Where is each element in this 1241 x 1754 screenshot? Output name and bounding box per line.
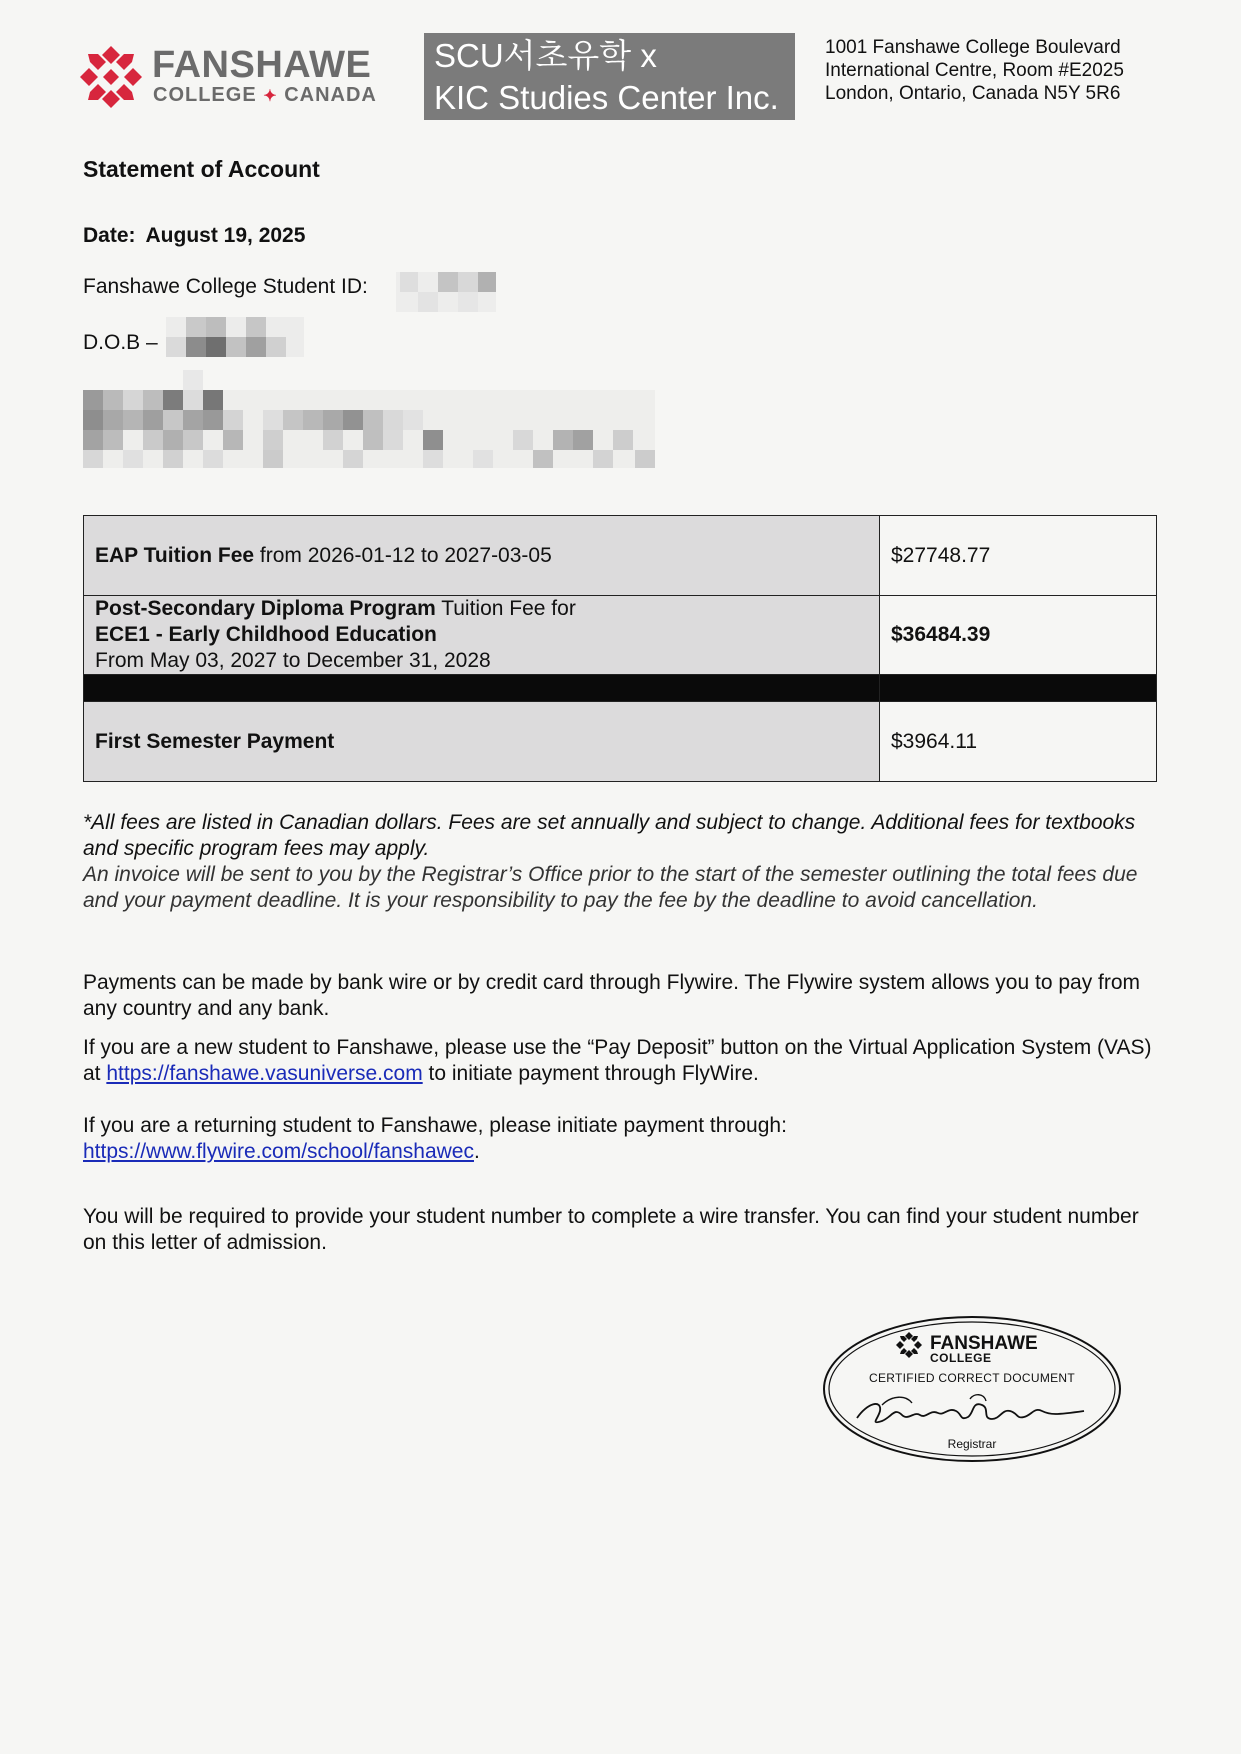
fee-name: Post-Secondary Diploma Program	[95, 597, 436, 620]
vas-link[interactable]: https://fanshawe.vasuniverse.com	[106, 1062, 423, 1085]
document-date	[83, 224, 305, 248]
fee-description-diploma	[84, 596, 880, 675]
fee-amount-eap: $27748.77	[880, 516, 1157, 596]
new-student-text-after: to initiate payment through FlyWire.	[422, 1062, 759, 1085]
certified-stamp	[822, 1315, 1122, 1463]
redacted-name-address	[83, 370, 655, 468]
separator-cell-left	[84, 675, 880, 702]
address-line-1: 1001 Fanshawe College Boulevard	[825, 37, 1121, 58]
flywire-link[interactable]: https://www.flywire.com/school/fanshawec	[83, 1140, 474, 1163]
logo-subtitle	[153, 84, 377, 107]
address-line-2: International Centre, Room #E2025	[825, 60, 1124, 81]
fee-amount-diploma	[880, 596, 1157, 675]
student-id-line	[83, 275, 368, 299]
program-name: ECE1 - Early Childhood Education	[95, 623, 437, 646]
logo-subtitle-canada: CANADA	[284, 84, 377, 106]
date-label: Date:	[83, 224, 136, 247]
fee-description-eap	[84, 516, 880, 596]
signature-scribble	[857, 1404, 1084, 1422]
invoice-notice: An invoice will be sent to you by the Registrar’s Office prior to the start of the semester outlining the total fees due and your payment deadline. It is your responsibility to pay the fee by the deadline to avoid cancellation.	[83, 863, 1138, 912]
logo-wordmark: FANSHAWE	[152, 44, 372, 86]
table-row	[84, 516, 1157, 596]
wire-transfer-paragraph: You will be required to provide your student number to complete a wire transfer. You can find your student number on this letter of admission.	[83, 1205, 1139, 1254]
redacted-dob	[166, 317, 304, 357]
separator-cell-right	[880, 675, 1157, 702]
fee-name: First Semester Payment	[95, 729, 335, 753]
address-line-3: London, Ontario, Canada N5Y 5R6	[825, 83, 1121, 104]
document-title: Statement of Account	[83, 156, 320, 182]
payment-methods-paragraph: Payments can be made by bank wire or by credit card through Flywire. The Flywire system allows you to pay from any country and any bank.	[83, 971, 1141, 1020]
fanshawe-logo	[76, 40, 376, 112]
fee-amount-first-semester: $3964.11	[880, 702, 1157, 782]
program-dates: From May 03, 2027 to December 31, 2028	[95, 649, 491, 672]
stamp-certification: CERTIFIED CORRECT DOCUMENT	[868, 1371, 1076, 1385]
table-separator	[84, 675, 1157, 702]
fee-description-first-semester	[84, 702, 880, 782]
student-id-label: Fanshawe College Student ID:	[83, 275, 368, 298]
dob-label: D.O.B –	[83, 331, 158, 354]
fee-table	[83, 515, 1157, 782]
returning-student-period: .	[473, 1140, 480, 1163]
fee-detail: from 2026-01-12 to 2027-03-05	[254, 543, 552, 567]
stamp-brand-sub: COLLEGE	[930, 1351, 992, 1365]
partner-banner	[424, 33, 795, 120]
new-student-paragraph	[83, 1035, 1163, 1087]
maple-leaf-icon: ✦	[263, 88, 278, 105]
college-address	[825, 36, 1124, 105]
fees-disclaimer: *All fees are listed in Canadian dollars. Fees are set annually and subject to change. Additional fees for textbooks and specific program fees may apply.	[83, 811, 1136, 860]
fee-detail: Tuition Fee for	[435, 597, 576, 620]
returning-student-text: If you are a returning student to Fanshawe, please initiate payment through:	[83, 1114, 787, 1137]
dob-line	[83, 331, 158, 355]
fanshawe-emblem-icon	[76, 42, 146, 112]
stamp-brand: FANSHAWE	[930, 1333, 1038, 1354]
stamp-role: Registrar	[947, 1437, 997, 1451]
partner-line-2: KIC Studies Center Inc.	[434, 79, 779, 116]
returning-student-paragraph	[83, 1113, 1163, 1165]
fee-amount-value: $36484.39	[891, 623, 991, 646]
logo-subtitle-college: COLLEGE	[153, 84, 257, 106]
date-value: August 19, 2025	[145, 224, 306, 247]
new-student-text: If you are a new student to Fanshawe, please use the “Pay Deposit” button on the Virtual Application System (VAS) at	[83, 1036, 1152, 1085]
table-row	[84, 702, 1157, 782]
table-row	[84, 596, 1157, 675]
partner-line-1: SCU서초유학 x	[434, 37, 657, 74]
redacted-student-id	[396, 272, 496, 312]
fee-name: EAP Tuition Fee	[95, 543, 255, 567]
